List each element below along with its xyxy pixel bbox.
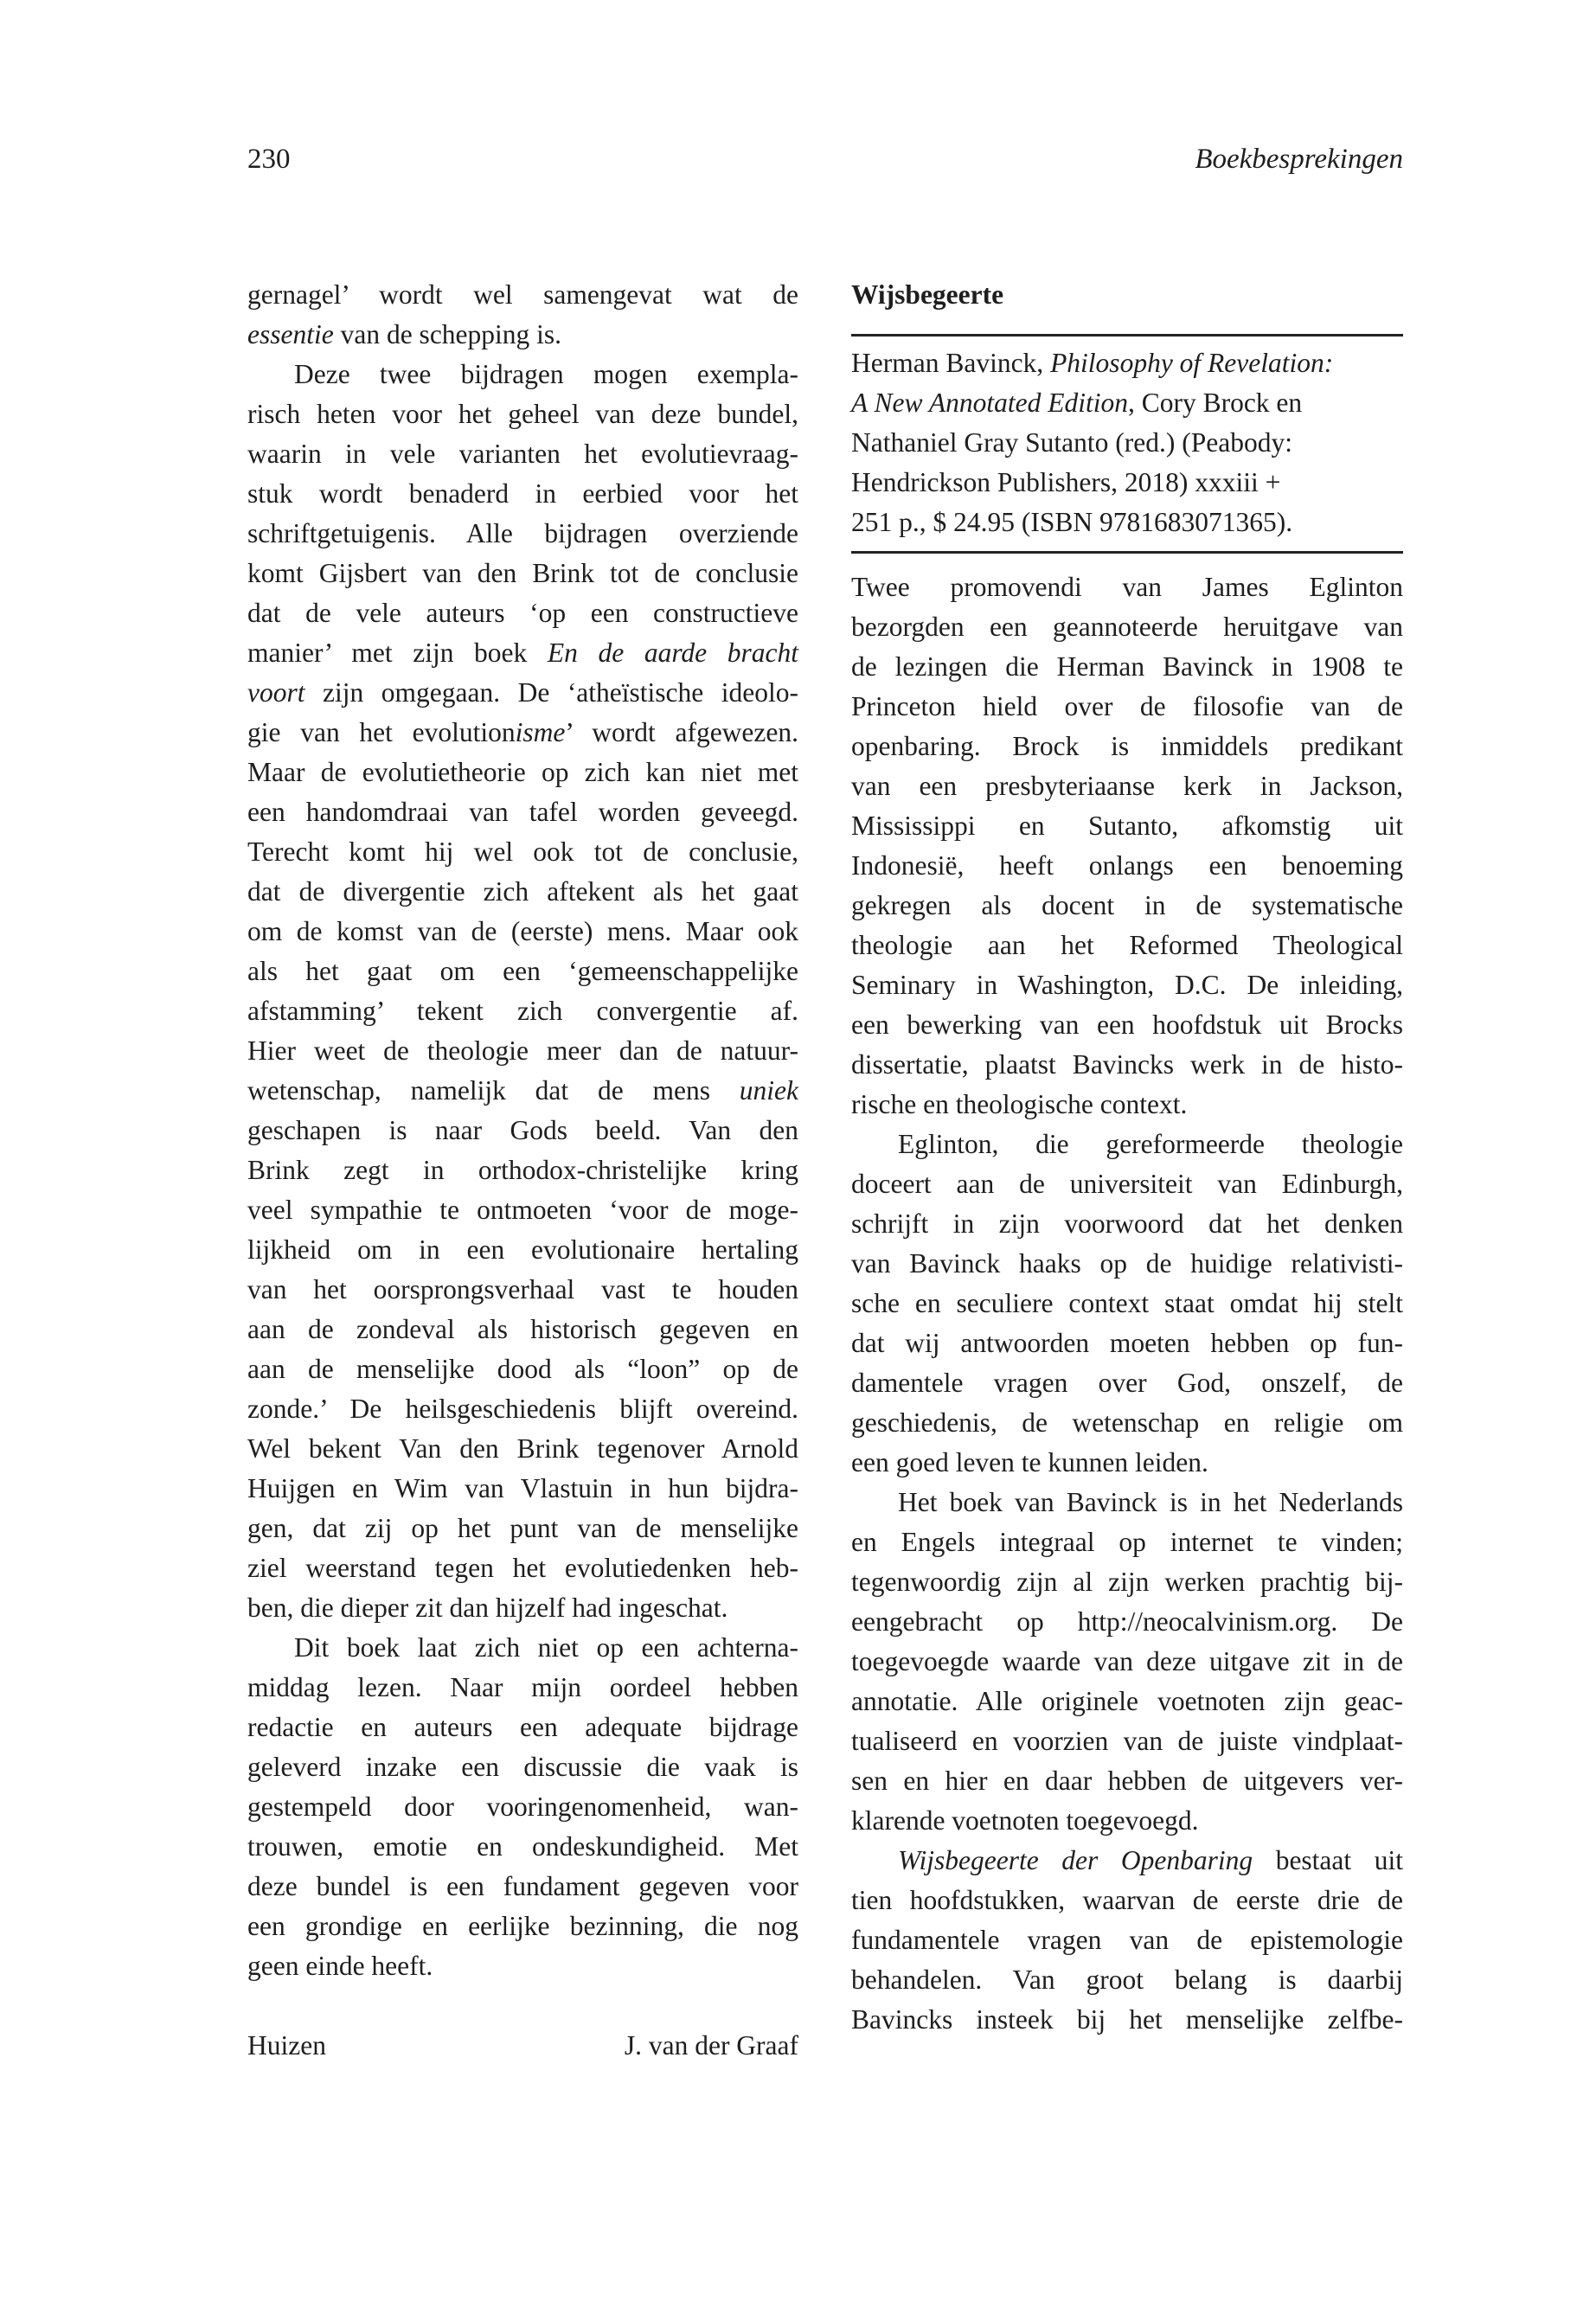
text-line: en Engels integraal op internet te vinden; [851,1527,1403,1557]
text-line: de lezingen die Herman Bavinck in 1908 te [851,651,1403,682]
text-line: zonde.’ De heilsgeschiedenis blijft overeind. [247,1394,798,1424]
text-line: om de komst van de (eerste) mens. Maar ook [247,916,798,946]
section-heading: Wijsbegeerte [851,279,1004,310]
text-line: Dit boek laat zich niet op een achterna- [294,1632,798,1663]
text-line: ben, die dieper zit dan hijzelf had ingeschat. [247,1593,728,1623]
text-line: tegenwoordig zijn al zijn werken prachtig bij- [851,1567,1403,1597]
text-line: stuk wordt benaderd in eerbied voor het [247,478,798,509]
text-line: Bavincks insteek bij het menselijke zelfbe- [851,2004,1403,2035]
page-number: 230 [247,144,291,175]
text-line: risch heten voor het geheel van deze bundel, [247,399,798,429]
running-head: Boekbesprekingen [1195,144,1403,175]
text-line: afstamming’ tekent zich convergentie af. [247,996,798,1026]
left-column [247,275,798,2066]
text-line: voort zijn omgegaan. De ‘atheïstische ideolo- [247,677,798,708]
signature-author: J. van der Graaf [624,2030,798,2061]
text-line: damentele vragen over God, onszelf, de [851,1368,1403,1398]
text-line: dat de divergentie zich aftekent als het gaat [247,876,798,907]
citation-rule-bottom [851,551,1403,554]
text-line: Seminary in Washington, D.C. De inleiding, [851,970,1403,1000]
text-line: schriftgetuigenis. Alle bijdragen overziende [247,518,798,548]
text-line: doceert aan de universiteit van Edinburgh, [851,1169,1403,1199]
text-line: gestempeld door vooringenomenheid, wan- [247,1791,798,1822]
text-line: Princeton hield over de filosofie van de [851,691,1403,721]
text-line: gie van het evolutionisme’ wordt afgewezen. [247,717,798,747]
text-line: Huijgen en Wim van Vlastuin in hun bijdra- [247,1473,798,1503]
text-line: Nathaniel Gray Sutanto (red.) (Peabody: [851,427,1292,458]
text-line: sen en hier en daar hebben de uitgevers ver- [851,1766,1403,1796]
text-line: Wel bekent Van den Brink tegenover Arnold [247,1433,798,1464]
text-line: theologie aan het Reformed Theological [851,930,1403,960]
text-line: Indonesië, heeft onlangs een benoeming [851,850,1403,881]
text-line: gernagel’ wordt wel samengevat wat de [247,279,798,310]
text-line: Het boek van Bavinck is in het Nederlands [898,1487,1403,1517]
text-line: geschapen is naar Gods beeld. Van den [247,1115,798,1145]
text-line: een goed leven te kunnen leiden. [851,1447,1208,1477]
text-line: van Bavinck haaks op de huidige relativisti- [851,1248,1403,1279]
text-line: van het oorsprongsverhaal vast te houden [247,1274,798,1304]
text-line: waarin in vele varianten het evolutievraag- [247,439,798,469]
text-line: Eglinton, die gereformeerde theologie [898,1129,1403,1159]
text-line: middag lezen. Naar mijn oordeel hebben [247,1672,798,1702]
text-line: rische en theologische context. [851,1089,1188,1119]
text-line: Terecht komt hij wel ook tot de conclusie, [247,836,798,867]
text-line: aan de zondeval als historisch gegeven en [247,1314,798,1344]
text-line: aan de menselijke dood als “loon” op de [247,1354,798,1384]
text-line: een grondige en eerlijke bezinning, die nog [247,1911,798,1941]
text-line: Hier weet de theologie meer dan de natuur- [247,1035,798,1066]
text-line: trouwen, emotie en ondeskundigheid. Met [247,1831,798,1862]
review-signature [247,2026,798,2066]
text-line: een bewerking van een hoofdstuk uit Brocks [851,1009,1403,1040]
text-line: een handomdraai van tafel worden geveegd. [247,797,798,827]
text-line: geschiedenis, de wetenschap en religie om [851,1407,1403,1438]
text-line: Hendrickson Publishers, 2018) xxxiii + [851,467,1281,497]
text-line: eengebracht op http://neocalvinism.org. De [851,1606,1403,1637]
text-line: dissertatie, plaatst Bavincks werk in de histo- [851,1049,1403,1080]
text-line: 251 p., $ 24.95 (ISBN 9781683071365). [851,507,1293,537]
text-line: Mississippi en Sutanto, afkomstig uit [851,811,1403,841]
text-line: Twee promovendi van James Eglinton [851,572,1403,602]
book-citation [851,343,1403,542]
text-line: veel sympathie te ontmoeten ‘voor de moge- [247,1195,798,1225]
text-line: Deze twee bijdragen mogen exempla- [294,359,798,389]
right-column-text [851,567,1403,2040]
text-line: klarende voetnoten toegevoegd. [851,1805,1199,1836]
text-line: komt Gijsbert van den Brink tot de conclusie [247,558,798,588]
text-line: redactie en auteurs een adequate bijdrage [247,1712,798,1742]
text-line: lijkheid om in een evolutionaire hertaling [247,1234,798,1265]
left-column-text [247,275,798,1986]
text-line: ziel weerstand tegen het evolutiedenken heb- [247,1553,798,1583]
text-line: dat wij antwoorden moeten hebben op fun- [851,1328,1403,1358]
text-line: tualiseerd en voorzien van de juiste vindplaat- [851,1726,1403,1756]
text-line: dat de vele auteurs ‘op een constructieve [247,598,798,628]
text-line: fundamentele vragen van de epistemologie [851,1925,1403,1955]
signature-place: Huizen [247,2030,326,2061]
text-line: Herman Bavinck, Philosophy of Revelation: [851,348,1334,378]
text-line: openbaring. Brock is inmiddels predikant [851,731,1403,761]
text-line: Brink zegt in orthodox-christelijke kring [247,1155,798,1185]
text-line: gekregen als docent in de systematische [851,890,1403,920]
text-line: geen einde heeft. [247,1951,433,1981]
text-line: manier’ met zijn boek En de aarde bracht [247,638,798,668]
text-line: gen, dat zij op het punt van de menselijke [247,1513,798,1543]
text-line: behandelen. Van groot belang is daarbij [851,1965,1403,1995]
text-line: toegevoegde waarde van deze uitgave zit in de [851,1646,1403,1676]
text-line: van een presbyteriaanse kerk in Jackson, [851,771,1403,801]
text-line: tien hoofdstukken, waarvan de eerste drie de [851,1885,1403,1915]
text-line: Wijsbegeerte der Openbaring bestaat uit [898,1845,1403,1875]
text-line: essentie van de schepping is. [247,319,562,349]
text-line: als het gaat om een ‘gemeenschappelijke [247,956,798,986]
text-line: wetenschap, namelijk dat de mens uniek [247,1075,798,1106]
text-line: geleverd inzake een discussie die vaak is [247,1752,798,1782]
text-line: schrijft in zijn voorwoord dat het denken [851,1208,1403,1239]
text-line: sche en seculiere context staat omdat hij stelt [851,1288,1403,1318]
text-line: Maar de evolutietheorie op zich kan niet met [247,757,798,787]
text-line: annotatie. Alle originele voetnoten zijn geac- [851,1686,1403,1716]
text-line: deze bundel is een fundament gegeven voor [247,1871,798,1901]
text-line: A New Annotated Edition, Cory Brock en [851,388,1303,418]
right-column [851,275,1403,2040]
text-line: bezorgden een geannoteerde heruitgave van [851,612,1403,642]
citation-rule-top [851,334,1403,336]
